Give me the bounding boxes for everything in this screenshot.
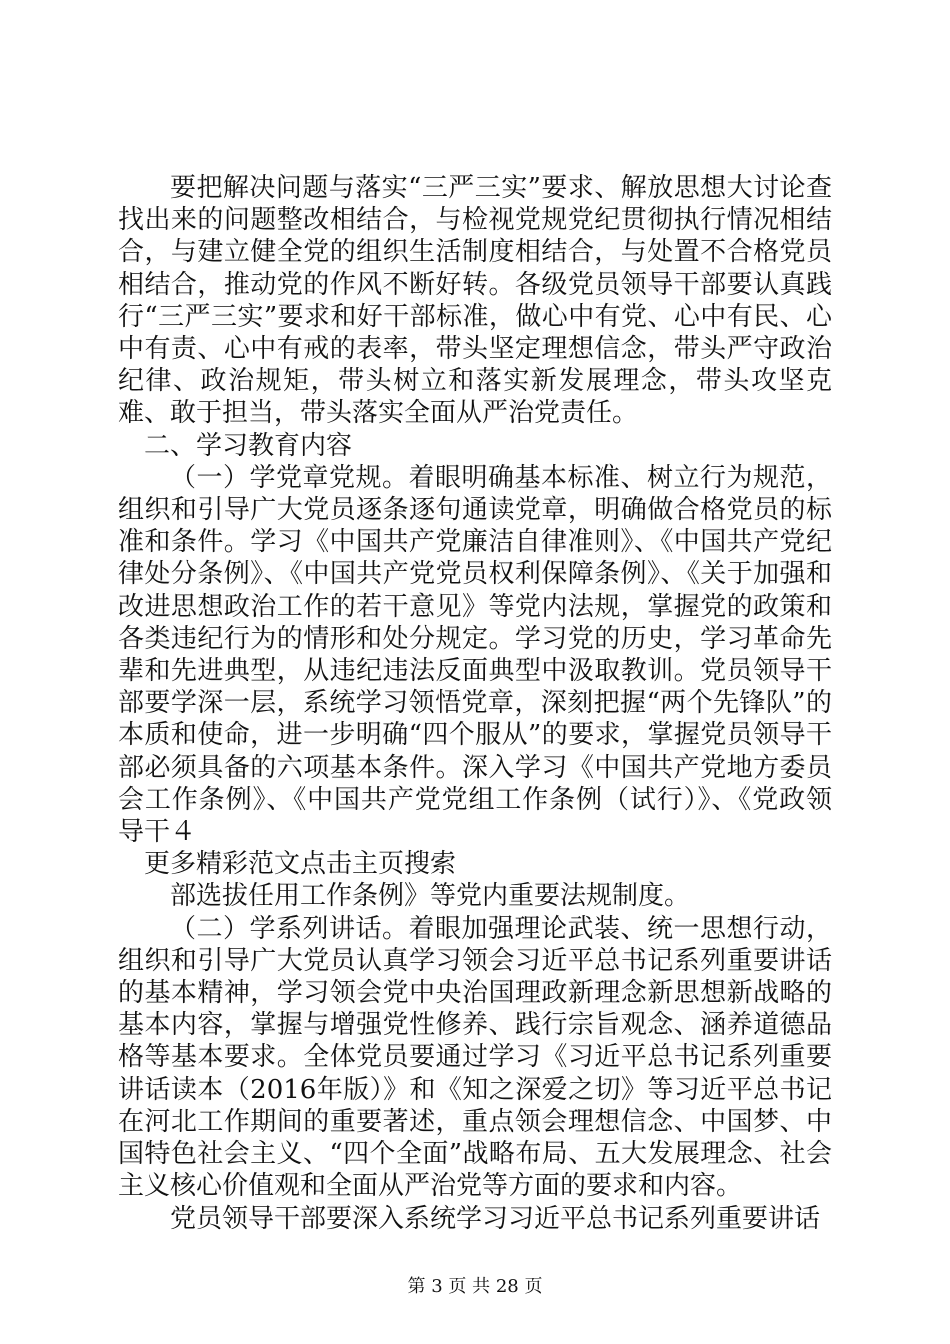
paragraph-party-constitution: （一）学党章党规。着眼明确基本标准、树立行为规范，组织和引导广大党员逐条逐句通读党章，明确做合格党员的标准和条件。学习《中国共产党廉洁自律准则》、《中国共产党纪律处分条例》、《中国共产党党员权利保障条例》、《关于加强和改进思想政治工作的若干意见》等党内法规，掌握党的政策和各类违纪行为的情形和处分规定。学习党的历史，学习革命先辈和先进典型，从违纪违法反面典型中汲取教训。党员领导干部要学深一层，系统学习领悟党章，深刻把握“两个先锋队”的本质和使命，进一步明确“四个服从”的要求，掌握党员领导干部必须具备的六项基本条件。深入学习《中国共产党地方委员会工作条例》、《中国共产党党组工作条例（试行）》、《党政领导干４: [118, 462, 832, 848]
paragraph-leaders: 党员领导干部要深入系统学习习近平总书记系列重要讲话: [170, 1203, 821, 1234]
promo-text: 更多精彩范文点击主页搜索: [144, 849, 457, 880]
paragraph-continuation: 部选拔任用工作条例》等党内重要法规制度。: [170, 881, 691, 912]
paragraph-intro: 要把解决问题与落实“三严三实”要求、解放思想大讨论查找出来的问题整改相结合，与检视党规党纪贯彻执行情况相结合，与建立健全党的组织生活制度相结合，与处置不合格党员相结合，推动党的作风不断好转。各级党员领导干部要认真践行“三严三实”要求和好干部标准，做心中有党、心中有民、心中有责、心中有戒的表率，带头坚定理想信念，带头严守政治纪律、政治规矩，带头树立和落实新发展理念，带头攻坚克难、敢于担当，带头落实全面从严治党责任。: [118, 173, 832, 429]
paragraph-series-speeches: （二）学系列讲话。着眼加强理论武装、统一思想行动，组织和引导广大党员认真学习领会习近平总书记系列重要讲话的基本精神，学习领会党中央治国理政新理念新思想新战略的基本内容，掌握与增强党性修养、践行宗旨观念、涵养道德品格等基本要求。全体党员要通过学习《习近平总书记系列重要讲话读本（2016年版）》和《知之深爱之切》等习近平总书记在河北工作期间的重要著述，重点领会理想信念、中国梦、中国特色社会主义、“四个全面”战略布局、五大发展理念、社会主义核心价值观和全面从严治党等方面的要求和内容。: [118, 913, 832, 1202]
section-heading-learning-content: 二、学习教育内容: [144, 430, 353, 461]
document-body: [118, 172, 832, 1235]
page-number-footer: 第 3 页 共 28 页: [407, 1276, 543, 1297]
